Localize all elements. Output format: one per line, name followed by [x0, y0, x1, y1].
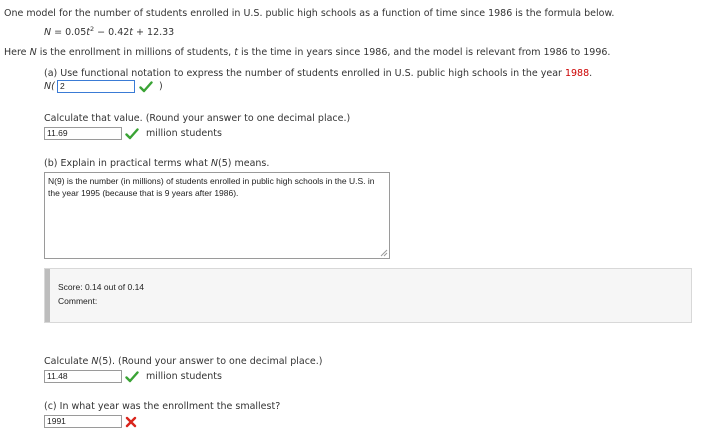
part-b-calc-prompt: Calculate N(5). (Round your answer to one decimal place.) — [44, 356, 323, 367]
comment-label: Comment: — [58, 296, 98, 306]
formula — [44, 27, 174, 38]
part-b-calc-unit: million students — [146, 371, 222, 382]
part-a-calc-input[interactable]: 11.69 — [44, 127, 122, 140]
part-c-question: (c) In what year was the enrollment the smallest? — [44, 401, 281, 412]
check-icon — [125, 371, 139, 383]
part-c-answer-input[interactable]: 1991 — [44, 415, 122, 428]
resize-grip-icon[interactable] — [380, 249, 388, 257]
feedback-accent-bar — [45, 269, 50, 322]
formula-eq: = 0.05 — [51, 27, 87, 38]
part-a-calc-unit: million students — [146, 128, 222, 139]
check-icon — [125, 128, 139, 140]
formula-t2: t — [129, 27, 134, 38]
x-icon — [125, 416, 137, 428]
part-a-question: (a) Use functional notation to express the number of students enrolled in U.S. public high schools in the year 1988. — [44, 68, 593, 79]
problem-intro: One model for the number of students enrolled in U.S. public high schools as a function of time since 1986 is the formula below. — [4, 8, 615, 19]
score-line — [58, 282, 144, 292]
highlighted-year: 1988 — [564, 68, 590, 79]
part-b-question: (b) Explain in practical terms what N(5) means. — [44, 158, 270, 169]
formula-exponent: 2 — [90, 25, 95, 33]
formula-rest: − 0.42 — [94, 27, 130, 38]
part-b-answer-text: N(9) is the number (in millions) of students enrolled in public high schools in the U.S. in the year 1995 (because that is 9 years after 1986). — [48, 176, 375, 198]
part-b-answer-textarea[interactable] — [44, 172, 390, 259]
score-value: 0.14 out of 0.14 — [84, 282, 145, 292]
check-icon — [139, 81, 153, 93]
part-a-calc-prompt: Calculate that value. (Round your answer to one decimal place.) — [44, 113, 351, 124]
formula-t1: t — [86, 27, 90, 38]
notation-input[interactable]: 2 — [57, 80, 135, 93]
formula-const: + 12.33 — [133, 27, 175, 38]
notation-prefix: N( — [44, 81, 55, 92]
part-b-calc-input[interactable]: 11.48 — [44, 370, 122, 383]
feedback-panel — [44, 268, 692, 323]
formula-lhs: N — [44, 27, 52, 38]
notation-suffix: ) — [159, 81, 163, 92]
score-label: Score: — [58, 282, 83, 292]
variable-definition: Here N is the enrollment in millions of students, t is the time in years since 1986, and the model is relevant from 1986 to 1996. — [4, 47, 611, 58]
